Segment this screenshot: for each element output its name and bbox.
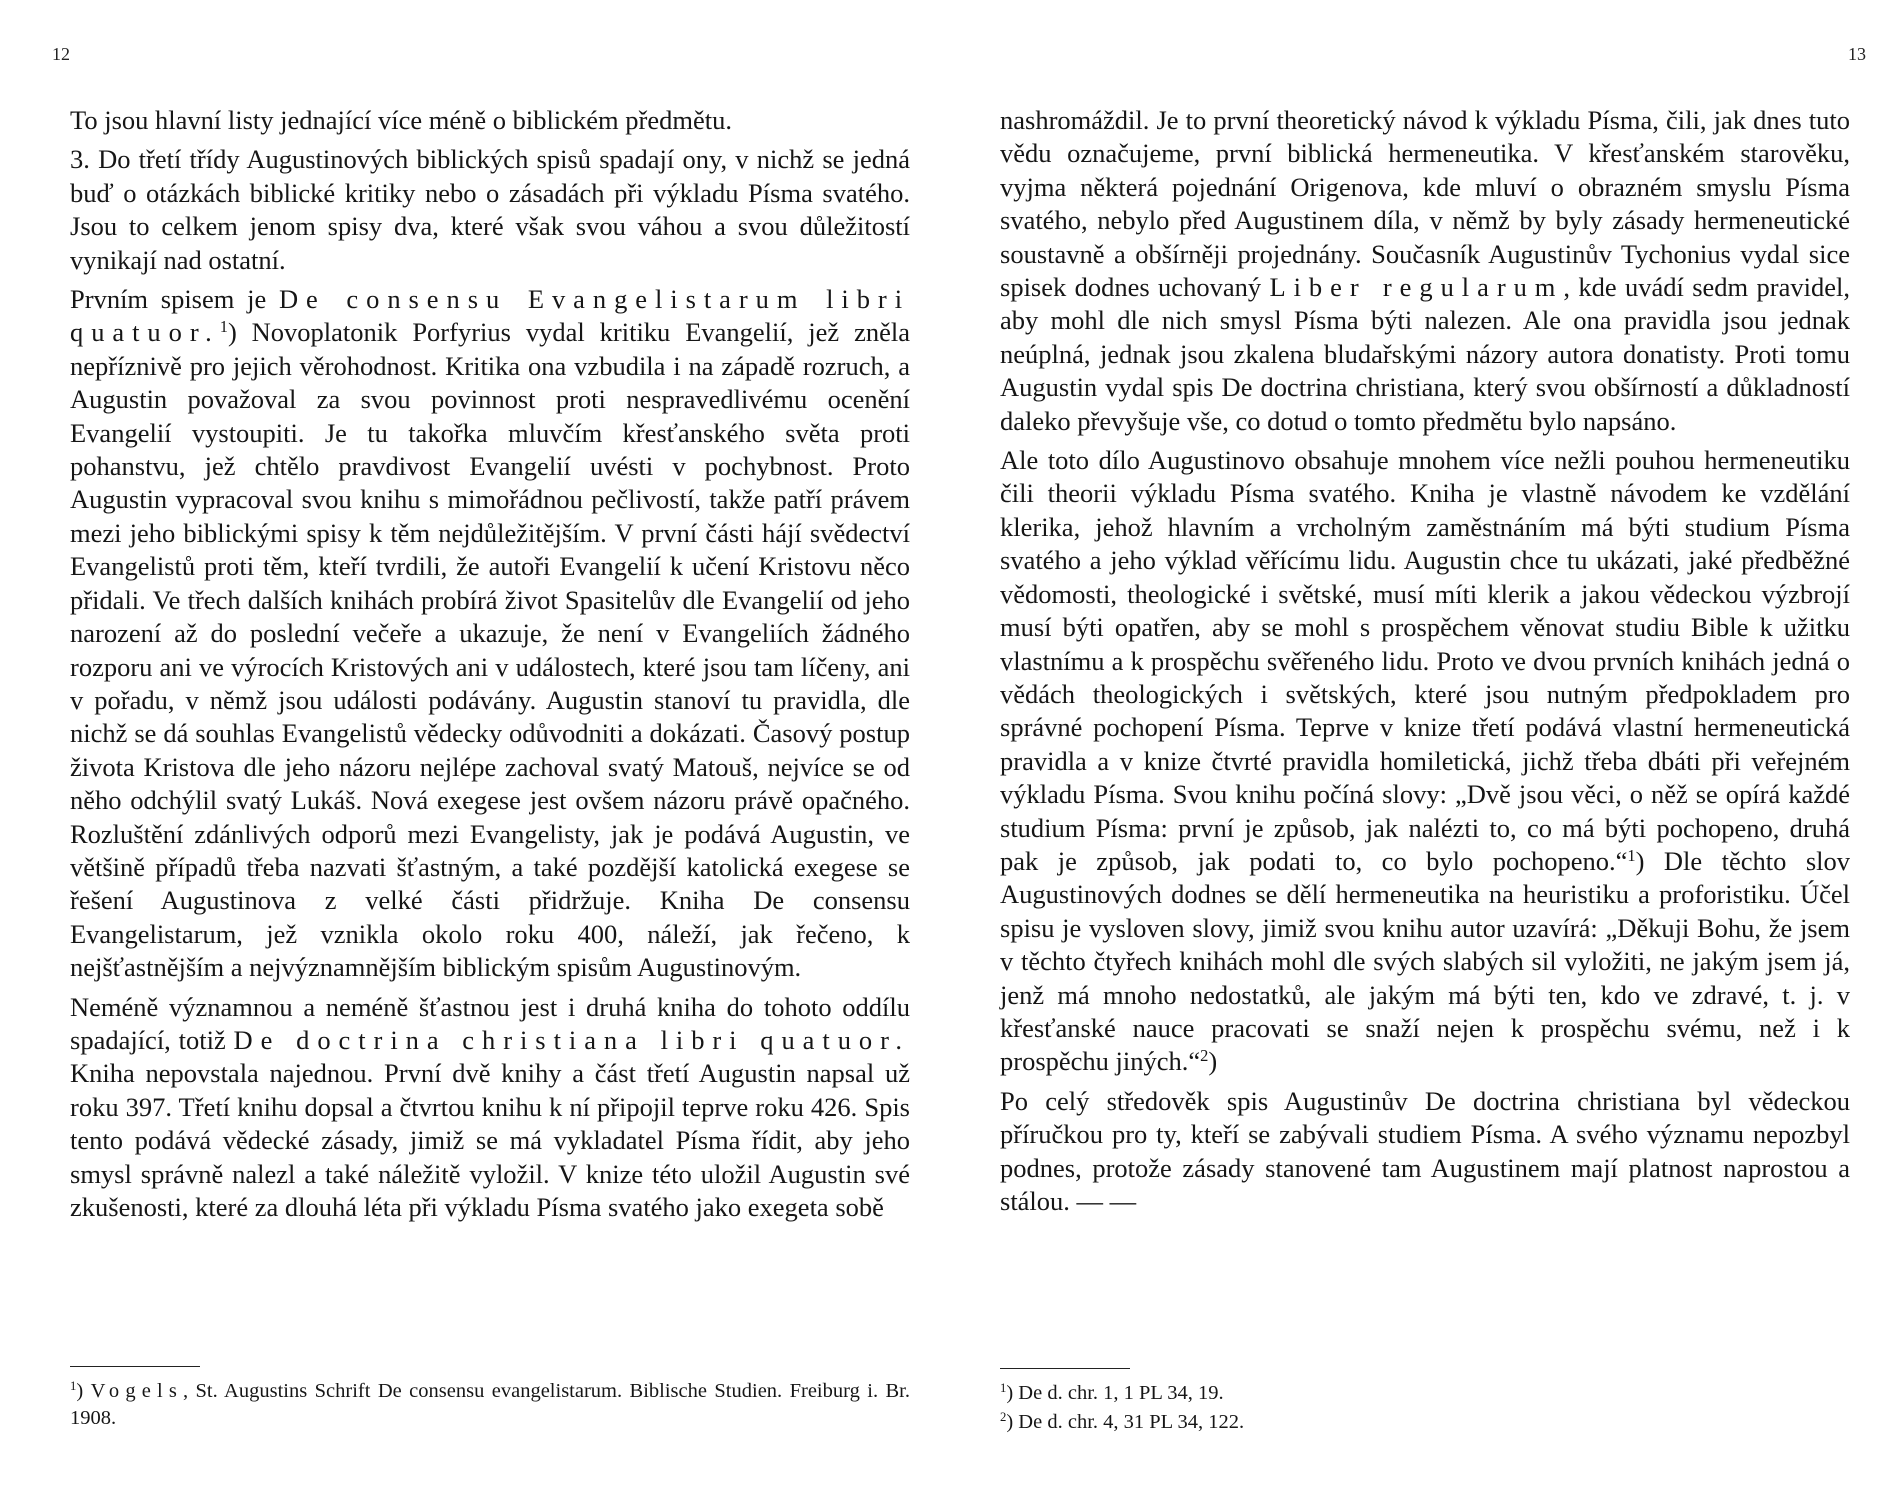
footnote-rule — [1000, 1368, 1130, 1369]
work-title: De consensu Evangelistarum libri quatuor. — [70, 284, 911, 348]
footnote-author: Vogels — [90, 1380, 183, 1402]
paragraph — [1000, 444, 1850, 1079]
paragraph-text: nashromáždil. Je to první theoretický návod k výkladu Písma, čili, jak dnes tuto vědu označujeme, první biblická hermeneutika. V křesťanském starověku, vyjma některá pojednání Origenova, kde mluví o obrazném smyslu Písma svatého, nebylo před Augustinem díla, v němž by byly zásady hermeneutické soustavně a obšírněji projednány. Současník Augustinův Tychonius vydal sice spisek dodnes uchovaný — [1000, 105, 1850, 303]
paragraph-start: Prvním spisem je — [70, 284, 279, 315]
work-title: De doctrina christiana libri quatuor. — [233, 1024, 910, 1055]
paragraph-start: Neméně významnou a neméně šťastnou jest i druhá kniha do tohoto oddílu spadající, totiž — [70, 991, 910, 1055]
page-number-right: 13 — [1848, 44, 1866, 64]
footnote-mark: 1 — [1627, 845, 1636, 865]
right-page-body — [1000, 104, 1850, 1218]
footnote-rule — [70, 1366, 200, 1367]
left-page — [52, 0, 911, 1500]
paragraph: To jsou hlavní listy jednající více méně o biblickém předmětu. — [70, 105, 732, 135]
page-number-left: 12 — [52, 44, 70, 64]
footnote-mark-close: ) — [1208, 1046, 1218, 1077]
footnote-mark-close: ) — [227, 317, 252, 348]
paragraph: 3. Do třetí třídy Augustinových biblických spisů spadají ony, v nichž se jedná buď o otázkách biblické kritiky nebo o zásadách při výkladu Písma svatého. Jsou to celkem jenom spisy dva, které však svou váhou a svou důležitostí vynikají nad ostatní. — [70, 144, 910, 275]
footnote-mark: 2 — [1200, 1046, 1209, 1066]
footnote-number: 1 — [1000, 1381, 1007, 1396]
footnote-close: ) — [76, 1380, 91, 1402]
paragraph — [70, 991, 910, 1225]
paragraph-text: Ale toto dílo Augustinovo obsahuje mnohem více nežli pouhou hermeneutiku čili theorii výkladu Písma svatého. Kniha je vlastně návodem ke vzdělání klerika, jehož hlavním a vrcholným zaměstnáním má býti studium Písma svatého a jeho výklad věřícímu lidu. Augustin chce tu ukázati, jaké předběžné vědomosti, theologické i světské, musí míti klerik a jakou vědeckou výzbrojí musí býti opatřen, aby se mohl s prospěchem věnovat studiu Bible k užitku vlastnímu a k prospěchu svěřeného lidu. Proto ve dvou prvních knihách jedná o vědách theologických i světských, které jsou nutným předpokladem pro správné pochopení Písma. Teprve v knize třetí podává vlastní hermeneutická pravidla a v knize čtvrté pravidla homiletická, jichž třeba dbáti při veřejném výkladu Písma. Svou knihu počíná slovy: „Dvě jsou věci, o něž se opírá každé studium Písma: první je způsob, jak nalézti to, co má býti pochopeno, druhá pak je způsob, jak podati to, co bylo pochopeno.“ — [1000, 445, 1850, 876]
footnotes-left — [70, 1378, 910, 1432]
paragraph — [1000, 104, 1850, 438]
footnote — [1000, 1409, 1850, 1436]
paragraph-text: , kde uvádí sedm pravidel, aby mohl dle nich smysl Písma býti nalezen. Ale ona pravidla jsou jednak neúplná, jednak jsou zkalena bludařskými názory autora donatisty. Proti tomu Augustin vydal spis De doctrina christiana, který svou obšírností a důkladností daleko převyšuje vše, co dotud o tomto předmětu bylo napsáno. — [1000, 272, 1850, 436]
work-title: Liber regularum — [1269, 272, 1564, 303]
paragraph-text: Novoplatonik Porfyrius vydal kritiku Evangelií, jež zněla nepříznivě pro jejich věrohodnost. Kritika ona vzbudila i na západě rozruch, a Augustin považoval za svou povinnost proti nespravedlivému ocenění Evangelií vystoupiti. Je tu takořka mluvčím křesťanského světa proti pohanstvu, jež chtělo pravdivost Evangelií uvésti v pochybnost. Proto Augustin vypracoval svou knihu s mimořádnou pečlivostí, takže patří právem mezi jeho biblickými spisy k těm nejdůležitějším. V první části hájí svědectví Evangelistů proti těm, kteří tvrdili, že autoři Evangelií k učení Kristovu něco přidali. Ve třech dalších knihách probírá život Spasitelův dle Evangelií od jeho narození až do poslední večeře a ukazuje, že není v Evangeliích žádného rozporu ani ve výrocích Kristových ani v událostech, které jsou tam líčeny, ani v pořadu, v němž jsou události podávány. Augustin stanoví tu pravidla, dle nichž se dá souhlas Evangelistů vědecky odůvodniti a dokázati. Časový postup života Kristova dle jeho názoru nejlépe zachoval svatý Matouš, nejvíce se od něho odchýlil svatý Lukáš. Nová exegese jest ovšem názoru právě opačného. Rozluštění zdánlivých odporů mezi Evangelisty, jak je podává Augustin, ve většině případů třeba nazvati šťastným, a také pozdější katolická exegese se řešení Augustinova z velké části přidržuje. Kniha De consensu Evangelistarum, jež vznikla okolo roku 400, náleží, jak řečeno, k nejšťastnějším a nejvýznamnějším biblickým spisům Augustinovým. — [70, 317, 910, 983]
footnote — [1000, 1380, 1850, 1407]
right-page — [1000, 0, 1866, 1500]
footnote-text: ) De d. chr. 4, 31 PL 34, 122. — [1006, 1411, 1245, 1433]
paragraph: Po celý středověk spis Augustinův De doctrina christiana byl vědeckou příručkou pro ty, kteří se zabývali studiem Písma. A svého významu nepozbyl podnes, protože zásady stanovené tam Augustinem mají platnost naprostou a stálou. — — — [1000, 1085, 1850, 1216]
footnote-text: ) De d. chr. 1, 1 PL 34, 19. — [1006, 1382, 1224, 1404]
paragraph-text: ) Dle těchto slov Augustinových dodnes se dělí hermeneutika na heuristiku a proforistiku. Účel spisu je vysloven slovy, jimiž svou knihu autor uzavírá: „Děkuji Bohu, že jsem v těchto čtyřech knihách mohl dle svých slabých sil vyložiti, ne jakým jsem já, jenž má mnoho nedostatků, ale jakým má býti ten, kdo ve zdravé, t. j. v křesťanské nauce pracovati se snaží nejen k prospěchu svému, než i k prospěchu jiných.“ — [1000, 845, 1850, 1077]
paragraph — [70, 283, 910, 985]
paragraph-text: Kniha nepovstala najednou. První dvě knihy a část třetí Augustin napsal už roku 397. Třetí knihu dopsal a čtvrtou knihu k ní připojil teprve roku 426. Spis tento podává vědecké zásady, jimiž se má vykladatel Písma řídit, aby jeho smysl správně nalezl a také náležitě vyložil. V knize této uložil Augustin své zkušenosti, které za dlouhá léta při výkladu Písma svatého jako exegeta sobě — [70, 1058, 910, 1222]
footnote — [70, 1378, 910, 1432]
footnote-number: 1 — [70, 1379, 77, 1394]
footnote-number: 2 — [1000, 1410, 1007, 1425]
footnote-text: , St. Augustins Schrift De consensu evangelistarum. Biblische Studien. Freiburg i. Br. 1908. — [70, 1380, 911, 1429]
footnotes-right — [1000, 1380, 1850, 1436]
left-page-body — [70, 104, 910, 1224]
footnote-mark: 1 — [219, 317, 228, 337]
